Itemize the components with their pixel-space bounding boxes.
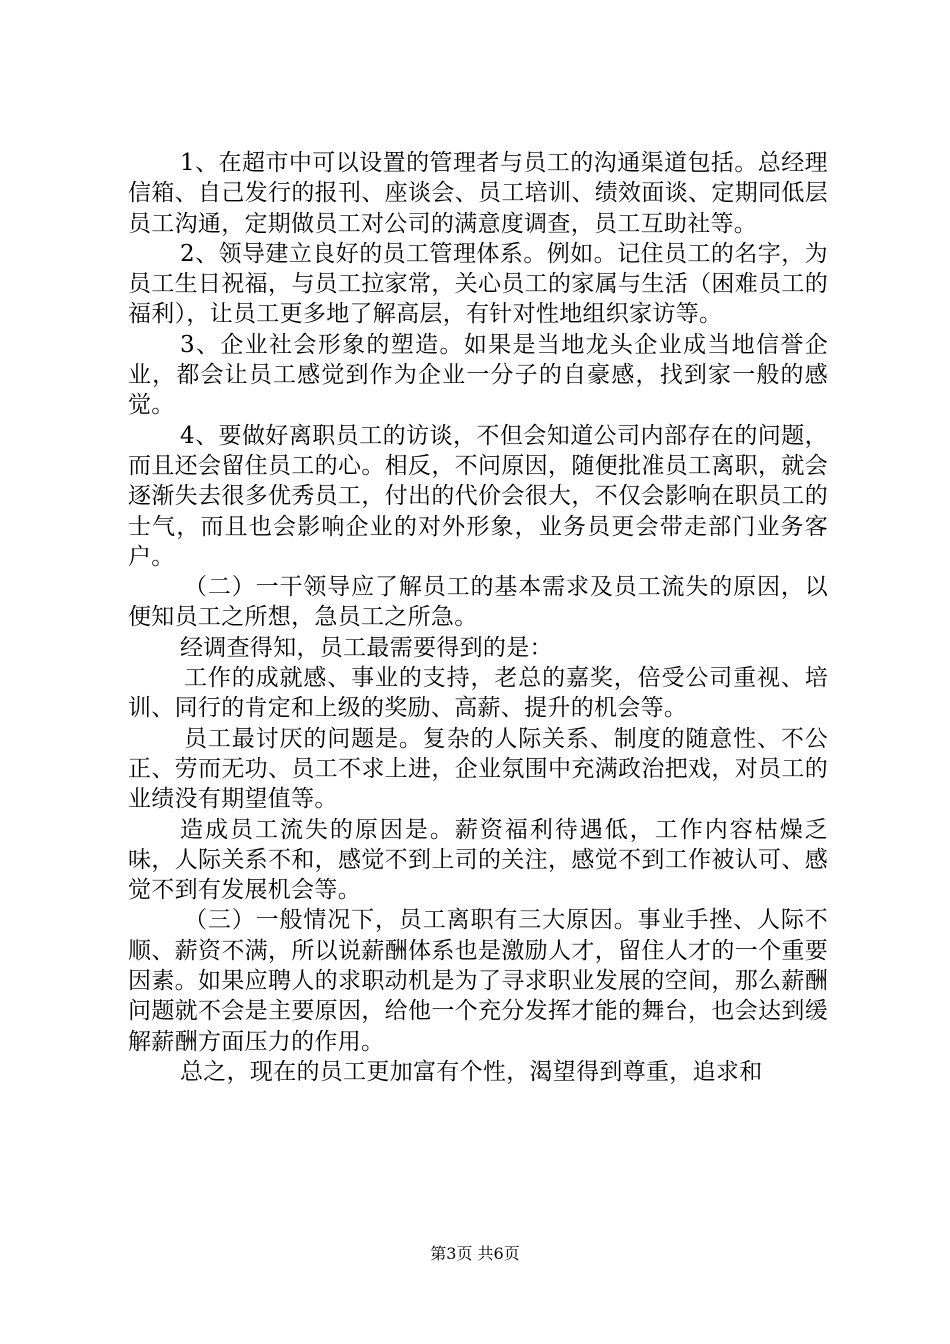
document-body <box>128 148 828 1087</box>
paragraph-conclusion: 总之，现在的员工更加富有个性，渴望得到尊重，追求和 <box>180 1058 763 1085</box>
page-footer: 第3页 共6页 <box>430 1244 520 1263</box>
paragraph-employee-needs: 工作的成就感、事业的支持，老总的嘉奖，倍受公司重视、培训、同行的肯定和上级的奖励、高薪、提升的机会等。 <box>128 665 828 722</box>
paragraph-exit-interview: 4、要做好离职员工的访谈，不但会知道公司内部存在的问题，而且还会留住员工的心。相反，不问原因，随便批准员工离职，就会逐渐失去很多优秀员工，付出的代价会很大，不仅会影响在职员工的士气，而且也会影响企业的对外形象，业务员更会带走部门业务客户。 <box>128 422 828 570</box>
paragraph-survey-intro: 经调查得知，员工最需要得到的是： <box>180 634 553 661</box>
paragraph-section-three: （三）一般情况下，员工离职有三大原因。事业手挫、人际不顺、薪资不满，所以说薪酬体系也是激励人才，留住人才的一个重要因素。如果应聘人的求职动机是为了寻求职业发展的空间，那么薪酬问题就不会是主要原因，给他一个充分发挥才能的舞台，也会达到缓解薪酬方面压力的作用。 <box>128 907 828 1055</box>
paragraph-channels: 1、在超市中可以设置的管理者与员工的沟通渠道包括。总经理信箱、自己发行的报刊、座谈会、员工培训、绩效面谈、定期同低层员工沟通，定期做员工对公司的满意度调查，员工互助社等。 <box>128 150 828 237</box>
paragraph-management-system: 2、领导建立良好的员工管理体系。例如。记住员工的名字，为员工生日祝福，与员工拉家常，关心员工的家属与生活（困难员工的福利），让员工更多地了解高层，有针对性地组织家访等。 <box>128 240 828 328</box>
paragraph-employee-dislikes: 员工最讨厌的问题是。复杂的人际关系、制度的随意性、不公正、劳而无功、员工不求上进，企业氛围中充满政治把戏，对员工的业绩没有期望值等。 <box>128 725 828 813</box>
paragraph-turnover-causes: 造成员工流失的原因是。薪资福利待遇低，工作内容枯燥乏味，人际关系不和，感觉不到上司的关注，感觉不到工作被认可、感觉不到有发展机会等。 <box>128 816 828 904</box>
paragraph-social-image: 3、企业社会形象的塑造。如果是当地龙头企业成当地信誉企业，都会让员工感觉到作为企业一分子的自豪感，找到家一般的感觉。 <box>128 331 828 419</box>
paragraph-section-two: （二）一干领导应了解员工的基本需求及员工流失的原因，以便知员工之所想，急员工之所急。 <box>128 574 828 631</box>
